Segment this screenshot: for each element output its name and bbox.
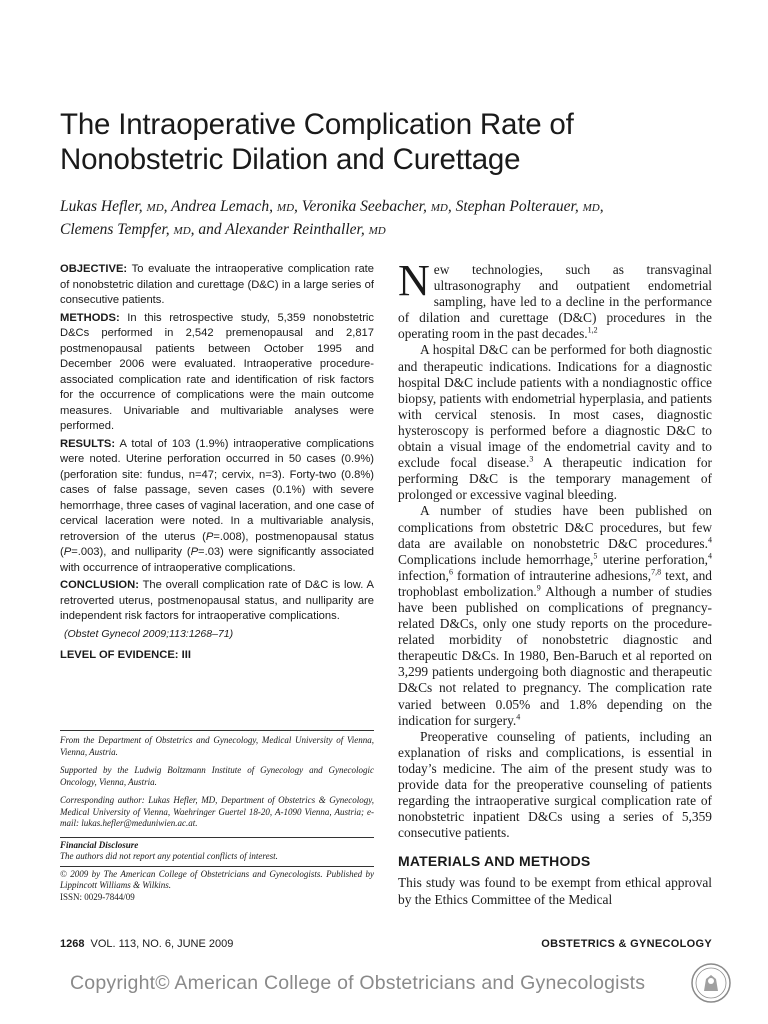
author-degree: MD xyxy=(276,202,295,214)
issue-info: VOL. 113, NO. 6, JUNE 2009 xyxy=(90,938,234,950)
disclosure-heading: Financial Disclosure xyxy=(60,839,139,850)
journal-name: OBSTETRICS & GYNECOLOGY xyxy=(541,938,712,950)
section-heading: MATERIALS AND METHODS xyxy=(398,853,591,870)
reference-mark: 4 xyxy=(708,535,712,545)
author-sep: , xyxy=(190,221,195,238)
body-paragraph-5: This study was found to be exempt from ethical approval by the Ethics Committee of the Medical xyxy=(398,875,712,907)
article-title xyxy=(60,107,720,177)
paragraph-text: formation of intrauterine adhesions, xyxy=(452,567,652,583)
conclusion-text: The overall complication rate of D&C is low. A retroverted uterus, postmenopausal status, and nulliparity are independent risk factors for intraoperative complications. xyxy=(60,579,374,622)
paragraph-text: Although a number of studies have been published on complications of pregnancy-related D&Cs, only one study reports on the procedure-related morbidity of nonobstetric diagnostic and therapeutic D&Cs. In 1980, Ben-Baruch et al reported on 3,299 patients undergoing both diagnostic and therapeutic D&Cs not related to pregnancy. The complication rate varied between 0.05% and 1.8% depending on the indication for surgery. xyxy=(398,583,712,728)
body-paragraph-4: Preoperative counseling of patients, including an explanation of risks and complications, is essential in today’s medicine. The aim of the present study was to provide data for the preoperative counseling of patients regarding the intraoperative surgical complication rate of nonobstetric inpatient D&Cs using a series of 5,359 consecutive patients. xyxy=(398,728,712,841)
title-line-1: The Intraoperative Complication Rate of xyxy=(60,108,574,141)
author-sep: , xyxy=(163,198,168,215)
level-of-evidence xyxy=(60,648,374,664)
reference-mark: 5 xyxy=(593,551,598,561)
results-text-2: =.008), postmenopausal status ( xyxy=(60,530,375,558)
drop-cap: N xyxy=(398,256,430,305)
results-text-1: A total of 103 (1.9%) intraoperative complications were noted. Uterine perforation occurred in 50 cases (0.9%) (perforation site: fundus, n=47; cervix, n=3). Forty-two (0.8%) cases of false passage, seven cases (0.1%) with severe hemorrhage, three cases of vaginal laceration, and one case of cervical laceration were noted. In a multivariable analysis, retroversion of the uterus ( xyxy=(60,437,374,543)
p-symbol: P xyxy=(205,530,214,543)
affiliations xyxy=(60,735,374,903)
author-degree: MD xyxy=(368,225,386,237)
abstract-conclusion xyxy=(60,578,374,625)
author-degree: MD xyxy=(582,202,600,214)
copyright-notice: © 2009 by The American College of Obstetricians and Gynecologists. Published by Lippincott Williams & Wilkins. xyxy=(60,868,374,890)
p-symbol: P xyxy=(63,546,72,558)
author-name: Stephan Polterauer, xyxy=(455,198,579,215)
copyright-divider xyxy=(60,866,374,867)
disclosure-text: The authors did not report any potential conflicts of interest. xyxy=(60,851,278,861)
results-heading: RESULTS: xyxy=(60,437,116,450)
reference-mark: 4 xyxy=(516,712,521,722)
p-symbol: P xyxy=(190,546,199,558)
author-degree: MD xyxy=(146,202,164,214)
methods-text: In this retrospective study, 5,359 nonobstetric D&Cs performed in 2,542 premenopausal and 2,817 postmenopausal patients between October 1995 and December 2006 were evaluated. Intraoperative procedure-associated complication rate and identification of risk factors for the occurrence of complications were the main outcome measures. Univariable and multivariable analyses were performed. xyxy=(60,311,375,432)
paragraph-text: uterine perforation, xyxy=(597,551,708,567)
issn: ISSN: 0029-7844/09 xyxy=(60,891,135,902)
affiliation-from: From the Department of Obstetrics and Gynecology, Medical University of Vienna, Vienna, Austria. xyxy=(60,735,374,757)
author-sep: , xyxy=(294,198,298,215)
loe-heading: LEVEL OF EVIDENCE: xyxy=(60,649,179,661)
conclusion-heading: CONCLUSION: xyxy=(60,579,139,591)
article-body xyxy=(398,256,712,908)
reference-mark: 4 xyxy=(708,551,712,561)
paragraph-text: ew technologies, such as transvaginal ultrasonography and outpatient endometrial sampling, have led to a decline in the performance of dilation and curettage (D&C) procedures in the operating room in the past decades. xyxy=(398,262,712,342)
author-name: Andrea Lemach, xyxy=(171,198,274,215)
page-footer-left xyxy=(60,938,233,950)
reference-mark: 9 xyxy=(536,583,541,593)
abstract-methods xyxy=(60,311,374,435)
paragraph-text: text, and trophoblast embolization. xyxy=(398,567,712,599)
title-line-2: Nonobstetric Dilation and Curettage xyxy=(60,143,521,176)
author-sep: , xyxy=(447,198,452,215)
page-number: 1268 xyxy=(60,938,85,950)
abstract-results xyxy=(60,437,374,577)
abstract xyxy=(60,262,374,666)
objective-text: To evaluate the intraoperative complication rate of nonobstetric dilation and curettage (D&C) in a large series of consecutive patients. xyxy=(60,263,375,306)
affiliation-divider xyxy=(60,730,374,731)
copyright-watermark: Copyright© American College of Obstetricians and Gynecologists xyxy=(70,972,646,994)
paragraph-text: infection, xyxy=(398,567,449,583)
author-degree: MD xyxy=(430,202,448,214)
reference-mark: 1,2 xyxy=(587,325,598,335)
paragraph-text: Complications include hemorrhage, xyxy=(398,551,594,567)
objective-heading: OBJECTIVE: xyxy=(60,263,128,275)
citation: (Obstet Gynecol 2009;113:1268–71) xyxy=(64,627,234,640)
author-line-2 xyxy=(60,219,720,242)
author-name: Veronika Seebacher, xyxy=(301,198,427,215)
reference-mark: 3 xyxy=(529,454,534,464)
affiliation-support: Supported by the Ludwig Boltzmann Institute of Gynecology and Gynecologic Oncology, Vienna, Austria. xyxy=(60,765,374,787)
reference-mark: 7,8 xyxy=(651,567,662,577)
author-sep: , xyxy=(599,198,604,215)
author-degree: MD xyxy=(173,225,191,237)
paragraph-text: A therapeutic indication for performing D&C is the temporary management of prolonged or excessive vaginal bleeding. xyxy=(398,455,712,503)
results-text-4: =.03) were significantly associated with occurrence of intraoperative complications. xyxy=(60,546,374,574)
disclosure-divider xyxy=(60,837,374,838)
loe-value: III xyxy=(181,649,191,661)
paragraph-text: A number of studies have been published on complications from obstetric D&C procedures, but few data are available on nonobstetric D&C procedures. xyxy=(398,503,712,551)
reference-mark: 6 xyxy=(448,567,453,577)
author-name: Lukas Hefler, xyxy=(60,198,143,215)
paragraph-text: A hospital D&C can be performed for both diagnostic and therapeutic indications. Indications for a diagnostic hospital D&C include patients with a nondiagnostic office biopsy, patients with endometrial hyperplasia, and patients with cervical stenosis. In most cases, diagnostic hysteroscopy is performed before a diagnostic D&C to obtain a visual image of the endometrial cavity and to exclude focal disease. xyxy=(398,342,712,471)
author-name: Clemens Tempfer, xyxy=(60,221,170,238)
body-paragraph-2 xyxy=(398,342,712,503)
methods-heading: METHODS: xyxy=(60,311,120,324)
acog-seal-icon xyxy=(690,962,732,1004)
author-name: and Alexander Reinthaller, xyxy=(198,221,365,238)
results-text-3: =.003), and nulliparity ( xyxy=(71,546,191,558)
author-line-1 xyxy=(60,196,720,219)
body-paragraph-1 xyxy=(398,256,712,342)
abstract-objective xyxy=(60,262,374,309)
author-list xyxy=(60,196,720,242)
corresponding-author: Corresponding author: Lukas Hefler, MD, Department of Obstetrics & Gynecology, Medical University of Vienna, Waehringer Guertel 18-20, A-1090 Vienna, Austria; e-mail: lukas.hefler@meduniwien.ac.at. xyxy=(60,795,374,828)
body-paragraph-3 xyxy=(398,503,712,728)
